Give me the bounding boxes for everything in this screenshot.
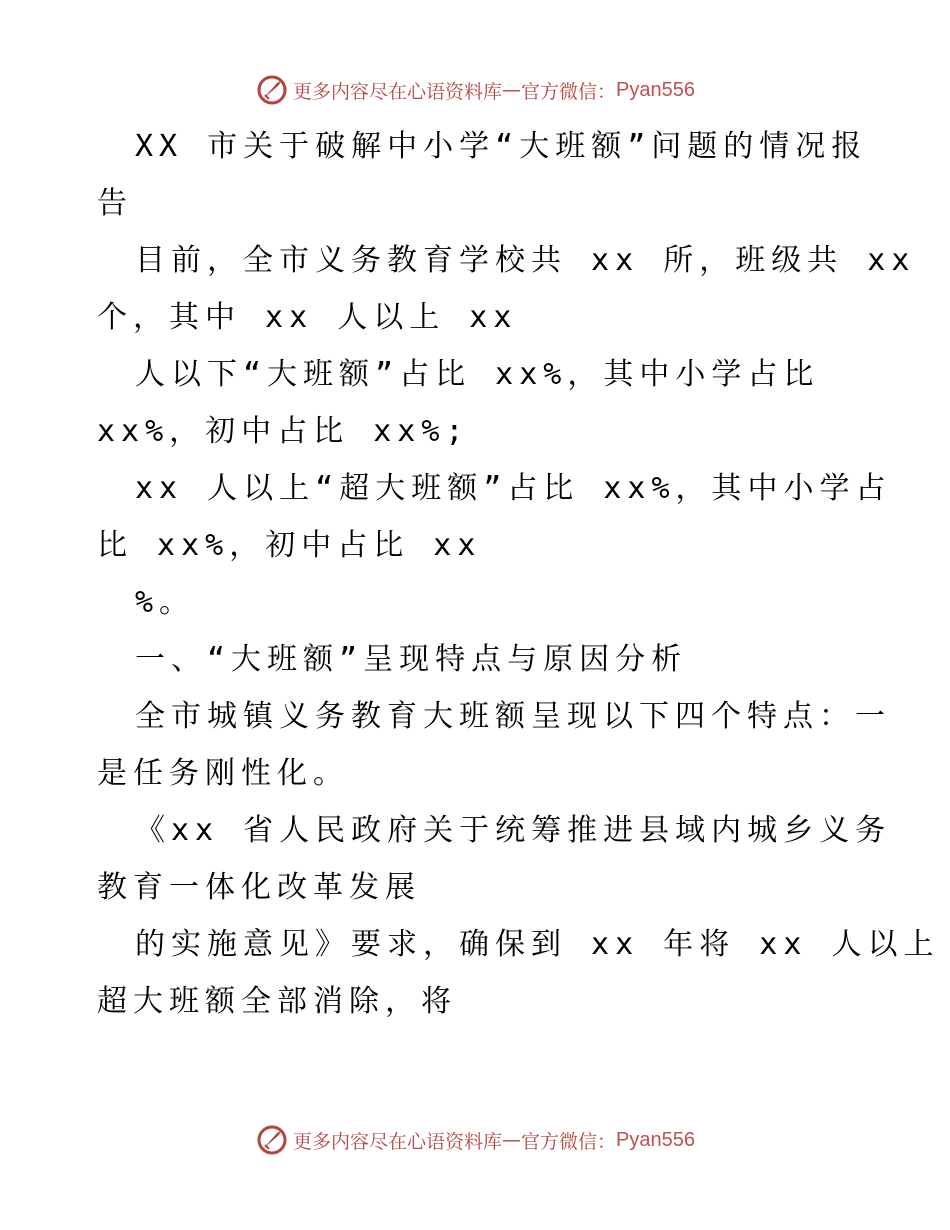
watermark-official-label: 官方微信： (521, 80, 617, 103)
text-line: 超大班额全部消除，将 (97, 984, 457, 1019)
text-line: xx 人以上“超大班额”占比 xx%，其中小学占 (135, 471, 892, 506)
quill-logo-icon (255, 1123, 289, 1157)
header-watermark (0, 70, 950, 110)
text-line: 的实施意见》要求，确保到 xx 年将 xx 人以上 (135, 927, 940, 962)
watermark-official-label: 官方微信： (521, 1130, 617, 1153)
watermark-wechat-id: Pyan556 (616, 1128, 695, 1151)
text-line: 人以下“大班额”占比 xx%，其中小学占比 (135, 357, 820, 392)
text-line: 个，其中 xx 人以上 xx (97, 300, 518, 335)
text-line: 告 (97, 186, 133, 221)
text-line: %。 (135, 585, 196, 620)
text-line: 教育一体化改革发展 (97, 870, 421, 905)
text-line: XX 市关于破解中小学“大班额”问题的情况报 (135, 129, 868, 164)
watermark-title: 更多内容尽在心语资料库 (293, 80, 503, 103)
watermark-separator: — (502, 79, 522, 101)
footer-watermark (0, 1120, 950, 1160)
quill-logo-icon (255, 73, 289, 107)
text-line: 是任务刚性化。 (97, 756, 349, 791)
text-line: xx%，初中占比 xx%; (97, 414, 470, 449)
text-line: 目前，全市义务教育学校共 xx 所，班级共 xx (135, 243, 916, 278)
text-line: 全市城镇义务教育大班额呈现以下四个特点：一 (135, 699, 891, 734)
document-body (97, 118, 940, 1030)
text-line: 比 xx%，初中占比 xx (97, 528, 482, 563)
watermark-separator: — (502, 1129, 522, 1151)
text-line: 《xx 省人民政府关于统筹推进县域内城乡义务 (135, 813, 892, 848)
watermark-wechat-id: Pyan556 (616, 78, 695, 101)
watermark-title: 更多内容尽在心语资料库 (293, 1130, 503, 1153)
text-line: 一、“大班额”呈现特点与原因分析 (135, 642, 688, 677)
